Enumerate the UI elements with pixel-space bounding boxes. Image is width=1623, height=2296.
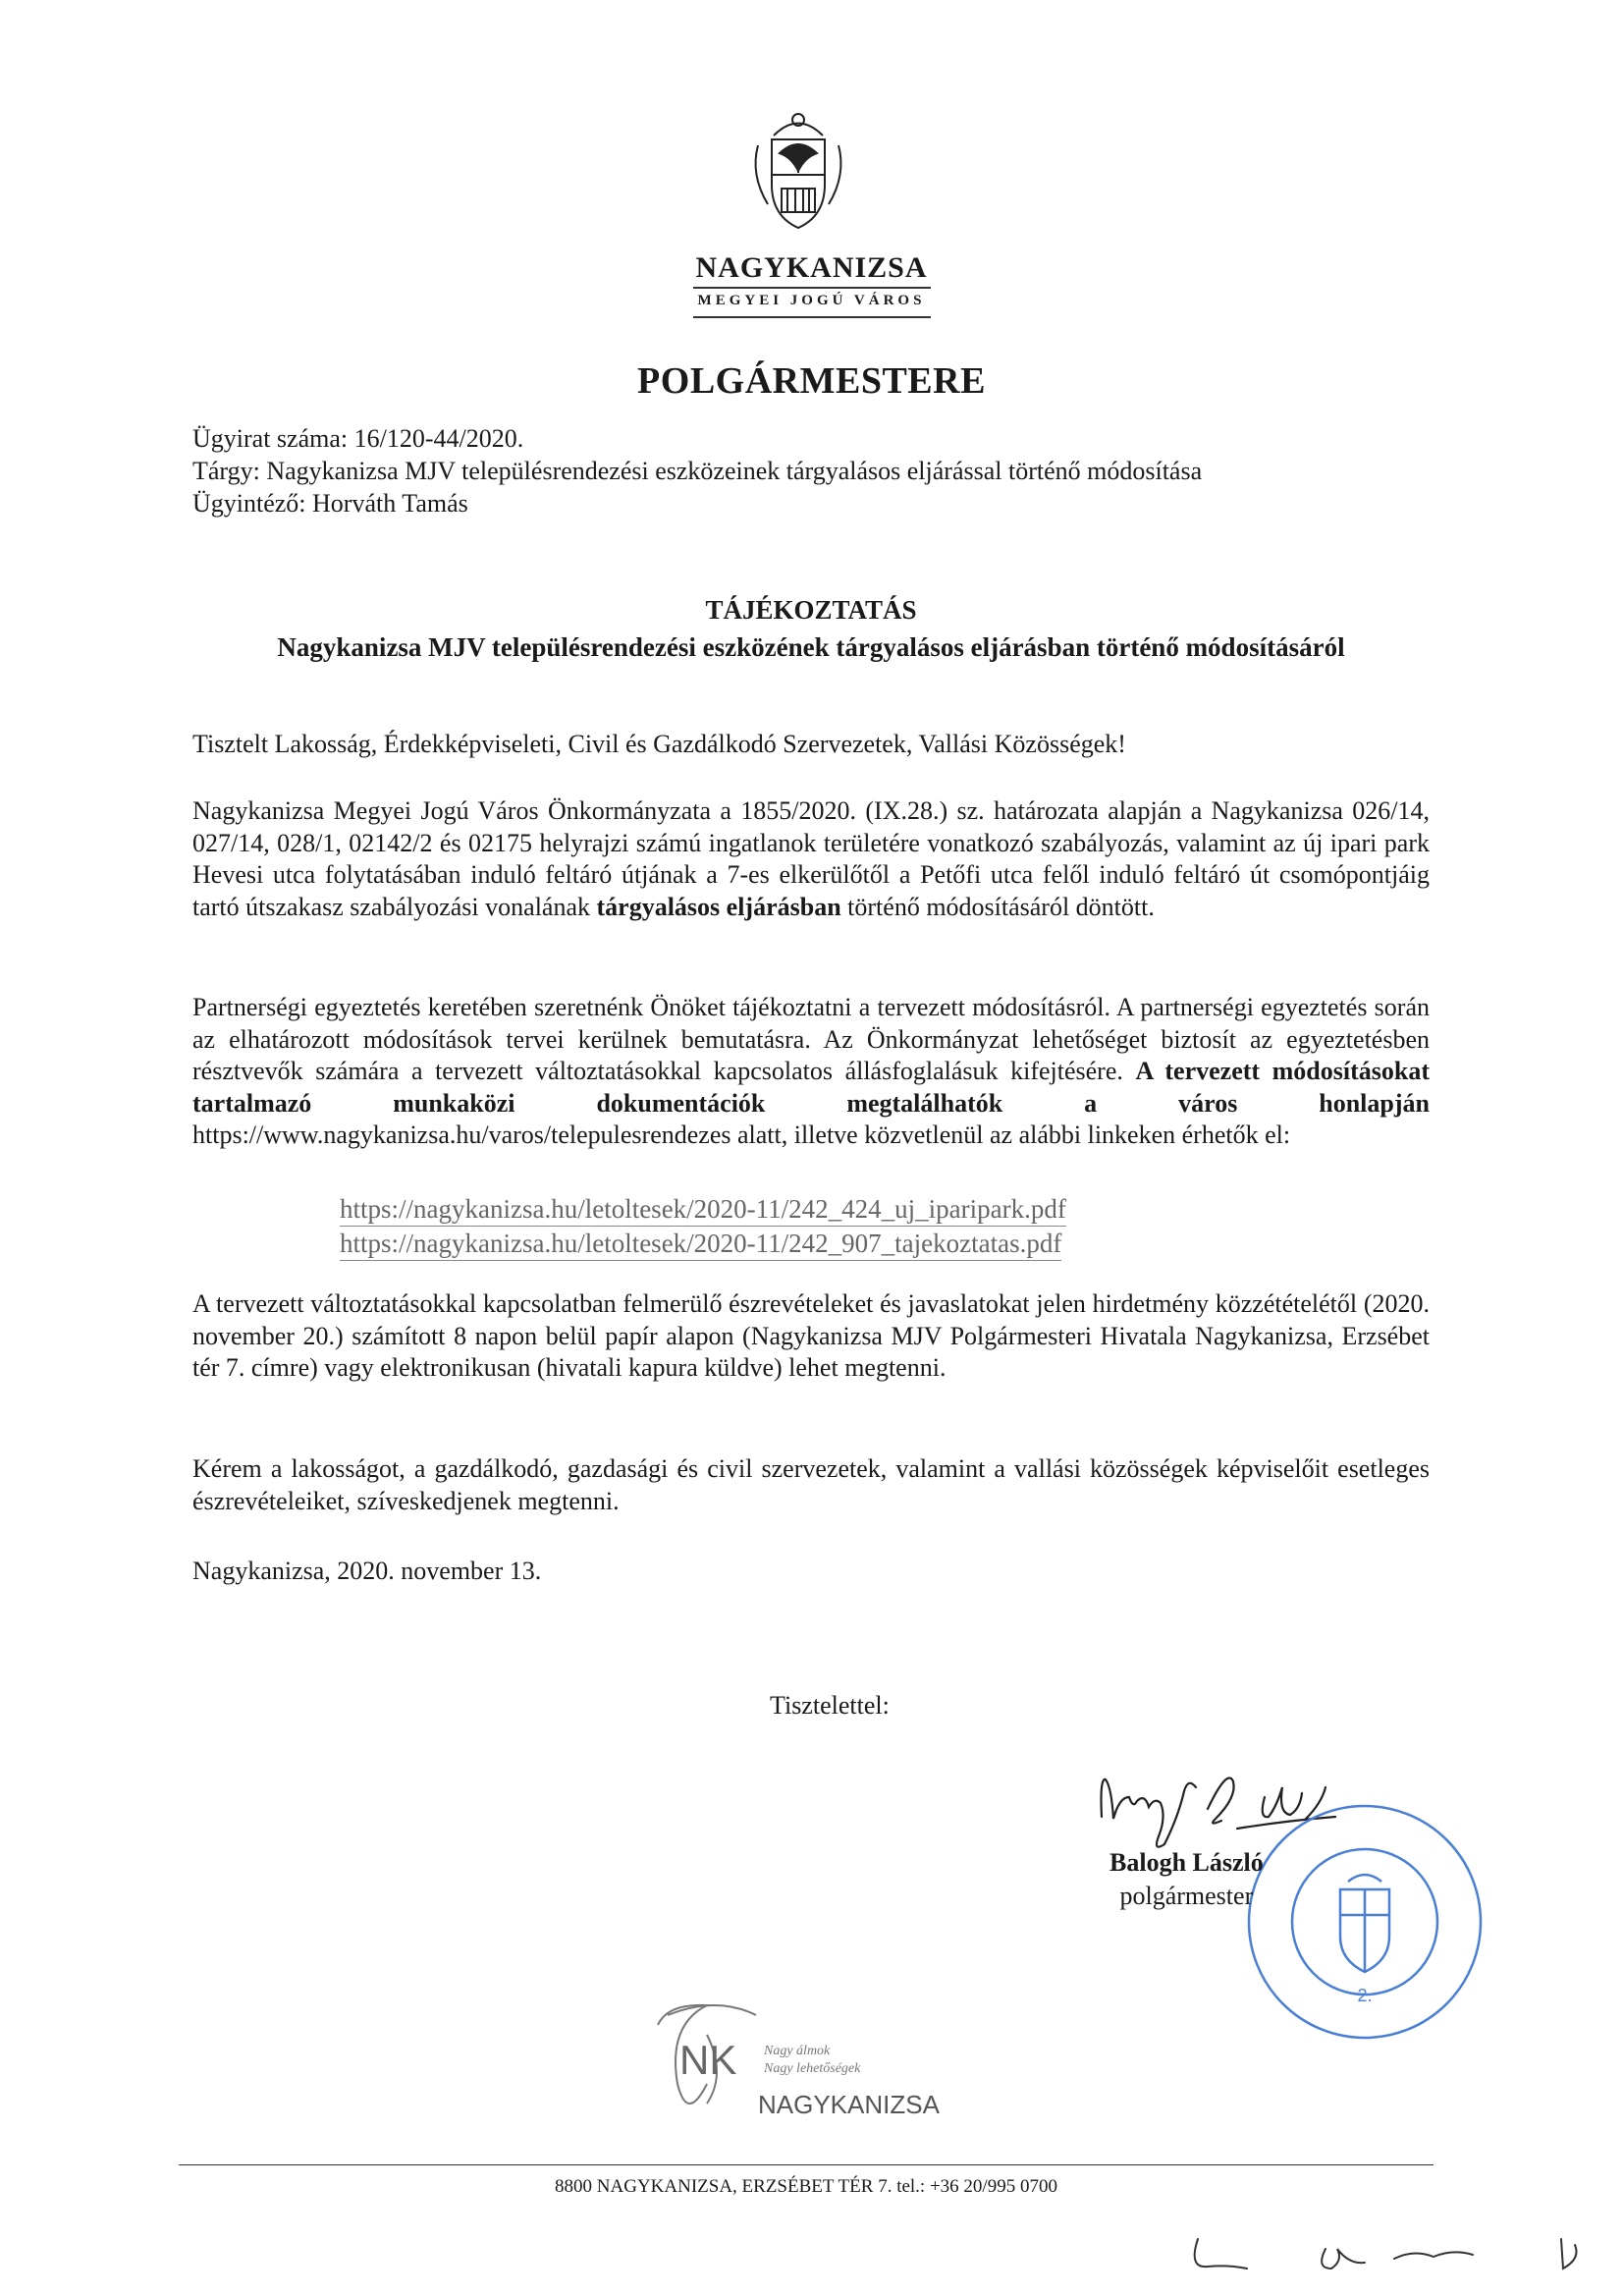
subject-line: Tárgy: Nagykanizsa MJV településrendezési eszközeinek tárgyalásos eljárással történő módosítása xyxy=(192,457,1203,485)
header-rule-bottom xyxy=(693,316,931,318)
header-rule-top xyxy=(693,287,931,289)
paragraph-request: Kérem a lakosságot, a gazdálkodó, gazdasági és civil szervezetek, valamint a vallási közösségek képviselőit esetleges észrevételeiket, szíveskedjenek megtenni. xyxy=(192,1454,1430,1515)
paragraph-consultation xyxy=(192,992,1430,1152)
paragraph-comments: A tervezett változtatásokkal kapcsolatban felmerülő észrevételeket és javaslatokat jelen hirdetmény közzétételétől (2020. november 20.) számított 8 napon belül papír alapon (Nagykanizsa MJV Polgármesteri Hivatala Nagykanizsa, Erzsébet tér 7. címre) vagy elektronikusan (hivatali kapura küldve) lehet megtenni. xyxy=(192,1289,1430,1382)
footer-rule xyxy=(179,2164,1434,2165)
logo-tagline-2: Nagy lehetőségek xyxy=(764,2061,861,2076)
paragraph-decision xyxy=(192,795,1430,923)
closing-phrase: Tisztelettel: xyxy=(770,1691,890,1720)
handwritten-initials-icon xyxy=(1178,2210,1610,2288)
paragraph-decision-text-a: Nagykanizsa Megyei Jogú Város Önkormányzata a 1855/2020. (IX.28.) sz. határozata alapján a Nagykanizsa 026/14, 027/14, 028/1, 02142/2 és 02175 helyrajzi számú ingatlanok területére vonatkozó szabályozás, valamint az új ipari park Hevesi utca folytatásában induló feltáró útjának a 7-es elkerülőtől a Petőfi utca felől induló feltáró út csomópontjáig tartó útszakasz szabályozási vonalának xyxy=(192,796,1430,921)
signer-role: polgármester xyxy=(1119,1882,1254,1910)
paragraph-decision-bold: tárgyalásos eljárásban xyxy=(596,892,841,921)
logo-tagline-1: Nagy álmok xyxy=(764,2044,831,2058)
footer-address: 8800 NAGYKANIZSA, ERZSÉBET TÉR 7. tel.: +36 20/995 0700 xyxy=(555,2176,1057,2197)
city-crest-icon xyxy=(744,106,852,234)
officer-line: Ügyintéző: Horváth Tamás xyxy=(192,489,468,518)
file-number: Ügyirat száma: 16/120-44/2020. xyxy=(192,424,524,453)
nagykanizsa-logo-icon xyxy=(648,1995,940,2143)
paragraph-consultation-text-b: https://www.nagykanizsa.hu/varos/telepulesrendezes alatt, illetve közvetlenül az alábbi linkeken érhetők el: xyxy=(192,1121,1291,1149)
paragraph-consultation-bold: A tervezett módosításokat tartalmazó munkaközi dokumentációk megtalálhatók a város honlapján xyxy=(192,1057,1430,1118)
link-industrial-park-pdf[interactable]: https://nagykanizsa.hu/letoltesek/2020-11/242_424_uj_iparipark.pdf xyxy=(340,1192,1066,1227)
office-title: POLGÁRMESTERE xyxy=(637,360,986,402)
stamp-number: 2. xyxy=(1357,1986,1373,2005)
city-name: NAGYKANIZSA xyxy=(695,251,928,284)
city-subtitle: MEGYEI JOGÚ VÁROS xyxy=(697,293,926,308)
paragraph-decision-text-b: történő módosításáról döntött. xyxy=(840,892,1155,921)
paragraph-consultation-text-a: Partnerségi egyeztetés keretében szeretnénk Önöket tájékoztatni a tervezett módosításról. A partnerségi egyeztetés során az elhatározott módosítások tervei kerülnek bemutatásra. Az Önkormányzat lehetőséget biztosít az egyeztetésben résztvevők számára a tervezett változtatásokkal kapcsolatos állásfoglalásuk kifejtésére. xyxy=(192,993,1430,1085)
document-heading: TÁJÉKOZTATÁS xyxy=(705,595,917,625)
logo-mark: NK xyxy=(679,2037,737,2083)
document-links xyxy=(340,1192,1066,1261)
document-subheading: Nagykanizsa MJV településrendezési eszközének tárgyalásos eljárásban történő módosításáról xyxy=(277,632,1345,662)
signer-name: Balogh László xyxy=(1109,1848,1264,1877)
official-stamp-icon xyxy=(1242,1799,1488,2045)
logo-wordmark: NAGYKANIZSA xyxy=(758,2090,940,2119)
signer-block xyxy=(1109,1846,1264,1913)
link-information-pdf[interactable]: https://nagykanizsa.hu/letoltesek/2020-11/242_907_tajekoztatas.pdf xyxy=(340,1227,1061,1261)
salutation: Tisztelt Lakosság, Érdekképviseleti, Civil és Gazdálkodó Szervezetek, Vallási Közösségek! xyxy=(192,730,1126,758)
date-line: Nagykanizsa, 2020. november 13. xyxy=(192,1557,542,1585)
